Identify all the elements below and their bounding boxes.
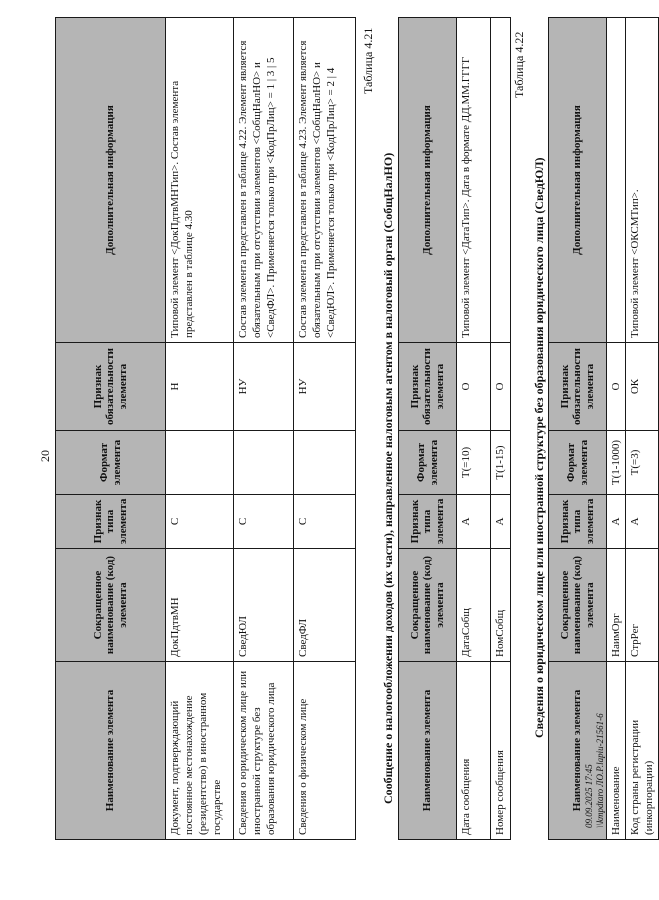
table-row xyxy=(491,18,511,840)
cell-code: НомСобщ xyxy=(491,549,511,662)
cell-type: А xyxy=(491,495,511,549)
cell-code: СтрРег xyxy=(626,549,659,662)
cell-name: Сведения о физическом лице xyxy=(294,662,356,840)
cell-type: С xyxy=(294,495,356,549)
cell-format xyxy=(234,431,294,495)
cell-required: НУ xyxy=(294,343,356,431)
stamp-date: 09.09.2025 17:45 xyxy=(584,764,594,828)
header-cell: Наименование элемента xyxy=(56,662,166,840)
cell-name: Наименование xyxy=(607,662,626,840)
cell-required: О xyxy=(457,343,491,431)
header-cell: Формат элемента xyxy=(399,431,457,495)
cell-info: Типовой элемент <ДатаТип>. Дата в формате ДД.ММ.ГГГГ xyxy=(457,18,491,343)
cell-required: О xyxy=(607,343,626,431)
header-cell: Наименование элемента xyxy=(399,662,457,840)
cell-format xyxy=(294,431,356,495)
table-row xyxy=(234,18,294,840)
header-cell: Признак типа элемента xyxy=(56,495,166,549)
cell-required: Н xyxy=(166,343,234,431)
cell-required: НУ xyxy=(234,343,294,431)
cell-name: Документ, подтверждающий постоянное местонахождение (резидентство) в иностранном государстве xyxy=(166,662,234,840)
stamp-path: \\kmpdtaro ЛО.Р.lapiu-21561-6 xyxy=(594,713,605,828)
cell-code: ДокПдтвМН xyxy=(166,549,234,662)
header-cell: Дополнительная информация xyxy=(399,18,457,343)
table-422-title: Сведения о юридическом лице или иностранной структуре без образования юридического лица (СведЮЛ) xyxy=(532,157,546,738)
cell-info xyxy=(607,18,626,343)
cell-type: С xyxy=(166,495,234,549)
header-cell: Признак обязательности элемента xyxy=(399,343,457,431)
cell-name: Номер сообщения xyxy=(491,662,511,840)
header-cell: Признак обязательности элемента xyxy=(56,343,166,431)
header-cell: Сокращенное наименование (код) элемента xyxy=(549,549,607,662)
header-cell: Признак типа элемента xyxy=(399,495,457,549)
table-421-title: Сообщение о налогообложении доходов (их части), направленное налоговым агентом в налоговый орган (СобщНалНО) xyxy=(381,152,395,804)
cell-format: T(=3) xyxy=(626,431,659,495)
cell-info: Состав элемента представлен в таблице 4.23. Элемент является обязательным при отсутствии элементов <СобщНалНО> и <СведЮЛ>. Применяется только при <КодПрЛиц> = 2 | 4 xyxy=(294,18,356,343)
table-row xyxy=(166,18,234,840)
cell-format: T(1-15) xyxy=(491,431,511,495)
cell-required: ОК xyxy=(626,343,659,431)
cell-type: А xyxy=(607,495,626,549)
table-421 xyxy=(398,17,511,840)
cell-info: Типовой элемент <ОКСМТип>. xyxy=(626,18,659,343)
header-cell: Признак обязательности элемента xyxy=(549,343,607,431)
cell-required: О xyxy=(491,343,511,431)
table-row xyxy=(294,18,356,840)
cell-code: СведФЛ xyxy=(294,549,356,662)
cell-info xyxy=(491,18,511,343)
print-stamp xyxy=(584,713,606,828)
table-row xyxy=(607,18,626,840)
cell-name: Код страны регистрации (инкорпорации) xyxy=(626,662,659,840)
table-header-row xyxy=(56,18,166,840)
table-header-row xyxy=(399,18,457,840)
cell-type: А xyxy=(457,495,491,549)
cell-type: С xyxy=(234,495,294,549)
header-cell: Дополнительная информация xyxy=(549,18,607,343)
table-top xyxy=(55,17,356,840)
header-cell: Наименование элемента xyxy=(549,662,607,840)
cell-format: T(1-1000) xyxy=(607,431,626,495)
header-cell: Формат элемента xyxy=(56,431,166,495)
header-cell: Сокращенное наименование (код) элемента xyxy=(399,549,457,662)
page-number: 20 xyxy=(38,450,52,462)
cell-code: СведЮЛ xyxy=(234,549,294,662)
cell-code: НаимОрг xyxy=(607,549,626,662)
header-cell: Сокращенное наименование (код) элемента xyxy=(56,549,166,662)
cell-info: Состав элемента представлен в таблице 4.22. Элемент является обязательным при отсутствии элементов <СобщНалНО> и <СведФЛ>. Применяется только при <КодПрЛиц> = 1 | 3 | 5 xyxy=(234,18,294,343)
cell-name: Дата сообщения xyxy=(457,662,491,840)
cell-name: Сведения о юридическом лице или иностранной структуре без образования юридического лица xyxy=(234,662,294,840)
cell-info: Типовой элемент <ДокПдтвМНТип>. Состав элемента представлен в таблице 4.30 xyxy=(166,18,234,343)
cell-format xyxy=(166,431,234,495)
cell-code: ДатаСобщ xyxy=(457,549,491,662)
table-row xyxy=(457,18,491,840)
table-422-label: Таблица 4.22 xyxy=(512,31,526,98)
header-cell: Дополнительная информация xyxy=(56,18,166,343)
table-row xyxy=(626,18,659,840)
cell-format: T(=10) xyxy=(457,431,491,495)
table-421-label: Таблица 4.21 xyxy=(361,27,375,94)
cell-type: А xyxy=(626,495,659,549)
header-cell: Формат элемента xyxy=(549,431,607,495)
header-cell: Признак типа элемента xyxy=(549,495,607,549)
